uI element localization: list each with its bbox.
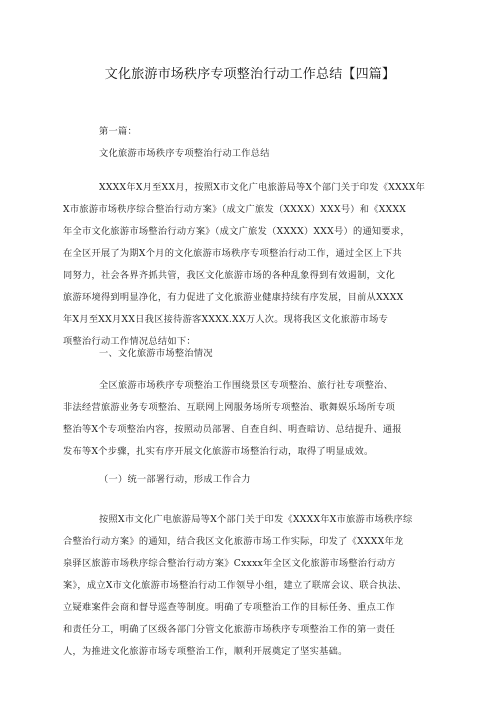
section1-line: 非法经营旅游业务专项整治、互联网上网服务场所专项整治、歌舞娱乐场所专项 bbox=[63, 402, 396, 413]
intro-paragraph bbox=[63, 177, 441, 353]
subsection1-line: 按照X市文化广电旅游局等X个部门关于印发《XXXX年X市旅游市场秩序综 bbox=[99, 514, 413, 525]
subsection1-heading: （一）统一部署行动，形成工作合力 bbox=[99, 474, 251, 485]
part-header bbox=[63, 121, 441, 165]
subsection-heading bbox=[63, 469, 441, 491]
subsection1-line: 案》，成立X市文化旅游市场整治行动工作领导小组，建立了联席会议、联合执法、 bbox=[63, 580, 407, 591]
intro-line: XXXX年X月至XX月，按照X市文化广电旅游局等X个部门关于印发《XXXX年 bbox=[99, 182, 426, 193]
section1-line: 全区旅游市场秩序专项整治工作围绕景区专项整治、旅行社专项整治、 bbox=[99, 380, 394, 391]
intro-line: 同努力，社会各界齐抓共管，我区文化旅游市场的各种乱象得到有效遏制，文化 bbox=[63, 270, 396, 281]
subsection1-line: 泉驿区旅游市场秩序综合整治行动方案》Cxxxx年全区文化旅游市场整治行动方 bbox=[63, 558, 396, 569]
part-subtitle: 文化旅游市场秩序专项整治行动工作总结 bbox=[99, 148, 270, 159]
section-heading bbox=[63, 343, 441, 365]
document-title: 文化旅游市场秩序专项整治行动工作总结【四篇】 bbox=[104, 67, 396, 82]
subsection1-line: 和责任分工，明确了区级各部门分管文化旅游市场秩序专项整治工作的第一责任 bbox=[63, 624, 396, 635]
intro-line: 在全区开展了为期X个月的文化旅游市场秩序专项整治行动工作，通过全区上下共 bbox=[63, 248, 402, 259]
intro-line: 旅游环境得到明显净化，有力促进了文化旅游业健康持续有序发展，目前从XXXX bbox=[63, 292, 404, 303]
subsection1-line: 合整治行动方案》的通知，结合我区文化旅游市场工作实际，印发了《XXXX年龙 bbox=[63, 536, 404, 547]
intro-line: 项整治行动工作情况总结如下： bbox=[63, 336, 196, 347]
intro-line: 年全市文化旅游市场整治行动方案》（成文广旅发（XXXX）XXX号）的通知要求， bbox=[63, 226, 410, 237]
section1-line: 发布等X个步骤，扎实有序开展文化旅游市场整治行动，取得了明显成效。 bbox=[63, 446, 374, 457]
section1-heading: 一、文化旅游市场整治情况 bbox=[99, 348, 213, 359]
intro-line: 年X月至XX月XX日我区接待游客XXXX.XX万人次。现将我区文化旅游市场专 bbox=[63, 314, 389, 325]
section1-paragraph bbox=[63, 375, 441, 463]
part-label: 第一篇： bbox=[99, 126, 137, 137]
subsection1-paragraph bbox=[63, 509, 441, 663]
subsection1-line: 立疑难案件会商和督导巡查等制度。明确了专项整治工作的目标任务、重点工作 bbox=[63, 602, 396, 613]
section1-line: 整治等X个专项整治内容，按照动员部署、自查自纠、明查暗访、总结提升、通报 bbox=[63, 424, 402, 435]
intro-line: X市旅游市场秩序综合整治行动方案》（成文广旅发（XXXX）XXX号）和《XXXX bbox=[63, 204, 407, 215]
subsection1-line: 人，为推进文化旅游市场专项整治工作，顺利开展奠定了坚实基础。 bbox=[63, 646, 348, 657]
